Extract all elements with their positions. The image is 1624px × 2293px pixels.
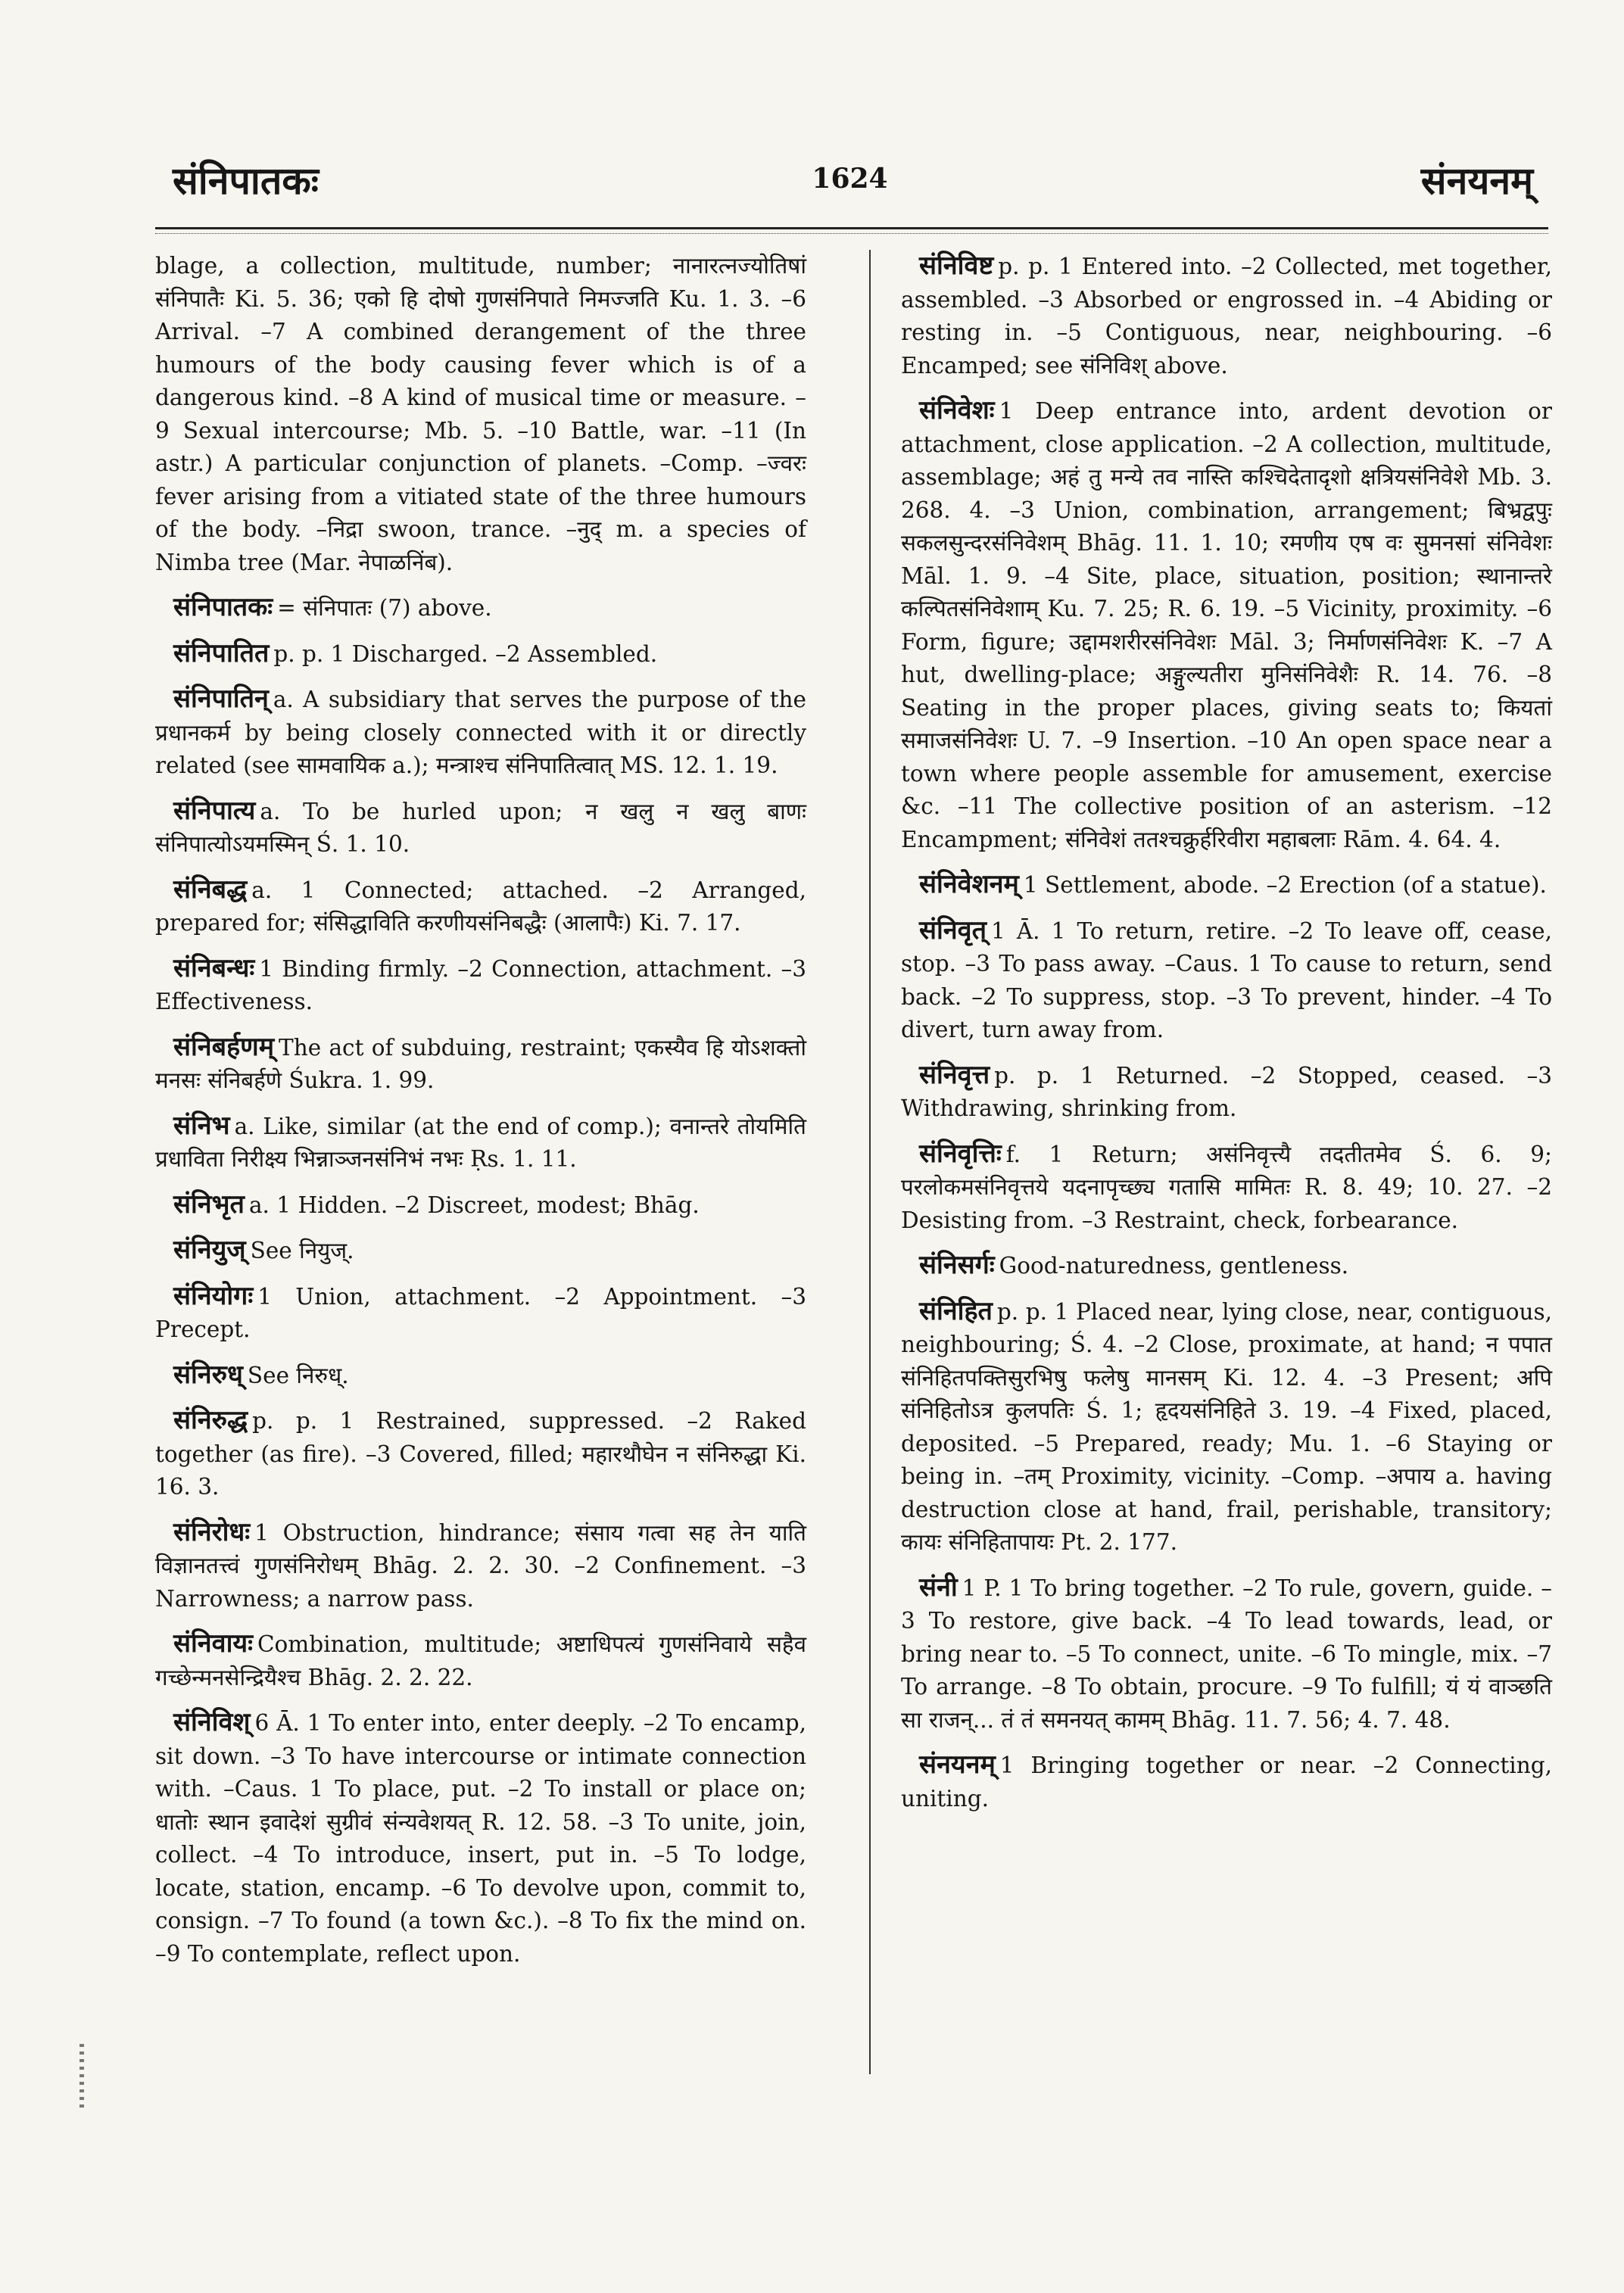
entry-headword: संनिहित bbox=[919, 1295, 993, 1326]
entry-headword: संनिपात्य bbox=[173, 795, 256, 826]
dictionary-entry bbox=[901, 394, 1552, 856]
entry-definition: a. 1 Connected; attached. –2 Arranged, prepared for; संसिद्धाविति करणीयसंनिबद्धैः (आलापैः) Ki. 7. 17. bbox=[155, 877, 806, 936]
dictionary-entry bbox=[155, 1706, 806, 1971]
entry-headword: संनिवेशनम् bbox=[919, 869, 1019, 899]
entry-headword: संनिरुध् bbox=[173, 1359, 243, 1390]
dictionary-entry bbox=[155, 591, 806, 625]
dictionary-entry bbox=[901, 250, 1552, 382]
entry-definition: 1 Obstruction, hindrance; संसाय गत्वा सह तेन याति विज्ञानतत्त्वं गुणसंनिरोधम् Bhāg. 2. 2. 30. –2 Confinement. –3 Narrowness; a narrow pass. bbox=[155, 1519, 806, 1612]
page-header bbox=[151, 132, 1548, 216]
dictionary-entry bbox=[901, 914, 1552, 1047]
dictionary-entry bbox=[155, 250, 806, 579]
entry-definition: p. p. 1 Entered into. –2 Collected, met together, assembled. –3 Absorbed or engrossed in. –4 Abiding or resting in. –5 Contiguous, near, neighbouring. –6 Encamped; see संनिविश् above. bbox=[901, 254, 1552, 379]
dictionary-entry bbox=[155, 1628, 806, 1694]
entry-definition: Good-naturedness, gentleness. bbox=[999, 1253, 1349, 1279]
entry-definition: p. p. 1 Returned. –2 Stopped, ceased. –3 Withdrawing, shrinking from. bbox=[901, 1062, 1552, 1121]
margin-dotted-mark bbox=[79, 2044, 84, 2112]
entry-headword: संनिवृत्तिः bbox=[919, 1138, 1002, 1169]
entry-definition: a. To be hurled upon; न खलु न खलु बाणः संनिपात्योऽयमस्मिन् Ś. 1. 10. bbox=[155, 798, 806, 857]
entry-definition: f. 1 Return; असंनिवृत्त्यै तदतीतमेव Ś. 6. 9; परलोकमसंनिवृत्तये यदनापृच्छ्य गतासि मामितः R. 8. 49; 10. 27. –2 Desisting from. –3 Restraint, check, forbearance. bbox=[901, 1141, 1552, 1233]
dictionary-entry bbox=[155, 1516, 806, 1616]
entry-definition: a. 1 Hidden. –2 Discreet, modest; Bhāg. bbox=[248, 1192, 700, 1218]
entry-headword: संनिवायः bbox=[173, 1628, 253, 1659]
entry-definition: p. p. 1 Placed near, lying close, near, contiguous, neighbouring; Ś. 4. –2 Close, proximate, at hand; न पपात संनिहितपक्तिसुरभिषु फलेषु मानसम् Ki. 12. 4. –3 Present; अपि संनिहितोऽत्र कुलपतिः Ś. 1; हृदयसंनिहिते 3. 19. –4 Fixed, placed, deposited. –5 Prepared, ready; Mu. 1. –6 Staying or being in. –तम् Proximity, vicinity. –Comp. –अपाय a. having destruction close at hand, frail, perishable, transitory; कायः संनिहितापायः Pt. 2. 177. bbox=[901, 1298, 1552, 1555]
entry-headword: संनिभृत bbox=[173, 1189, 245, 1220]
entry-headword: संनिवेशः bbox=[919, 395, 995, 425]
entry-definition: 1 Bringing together or near. –2 Connecting, uniting. bbox=[901, 1752, 1552, 1812]
entry-headword: संनिपातित bbox=[173, 637, 270, 668]
dictionary-entry bbox=[901, 868, 1552, 902]
dictionary-entry bbox=[901, 1138, 1552, 1238]
dictionary-entry bbox=[155, 874, 806, 940]
dictionary-entry bbox=[155, 795, 806, 861]
entry-definition: a. A subsidiary that serves the purpose of the प्रधानकर्म by being closely connected with it or directly related (see सामवायिक a.); मन्त्राश्च संनिपातित्वात् MS. 12. 1. 19. bbox=[155, 687, 806, 778]
dictionary-entry bbox=[155, 1280, 806, 1347]
column-divider bbox=[869, 250, 871, 2074]
entry-headword: संनिपातिन् bbox=[173, 684, 269, 714]
left-column bbox=[155, 250, 806, 1983]
entry-headword: संनिरोधः bbox=[173, 1516, 251, 1547]
entry-headword: संनिबन्धः bbox=[173, 952, 255, 983]
dictionary-entry bbox=[901, 1749, 1552, 1815]
entry-headword: संनिबर्हणम् bbox=[173, 1031, 275, 1062]
entry-headword: संनिबद्ध bbox=[173, 874, 248, 905]
dictionary-entry bbox=[901, 1295, 1552, 1559]
dictionary-entry bbox=[155, 683, 806, 783]
entry-headword: संनियुज् bbox=[173, 1235, 246, 1265]
dictionary-entry bbox=[155, 1359, 806, 1393]
header-dotted-rule bbox=[155, 233, 1548, 234]
entry-headword: संनिवृत् bbox=[919, 914, 987, 946]
dictionary-entry bbox=[155, 1031, 806, 1098]
entry-headword: संनियोगः bbox=[173, 1280, 254, 1311]
entry-definition: blage, a collection, multitude, number; नानारत्नज्योतिषां संनिपातैः Ki. 5. 36; एको हि दोषो गुणसंनिपाते निमज्जति Ku. 1. 3. –6 Arrival. –7 A combined derangement of the three humours of the body causing fever which is of a dangerous kind. –8 A kind of musical time or measure. –9 Sexual intercourse; Mb. 5. –10 Battle, war. –11 (In astr.) A particular conjunction of planets. –Comp. –ज्वरः fever arising from a vitiated state of the three humours of the body. –निद्रा swoon, trance. –नुद् m. a species of Nimba tree (Mar. नेपाळनिंब). bbox=[155, 253, 806, 575]
entry-definition: = संनिपातः (7) above. bbox=[277, 595, 492, 621]
entry-definition: p. p. 1 Restrained, suppressed. –2 Raked together (as fire). –3 Covered, filled; महारथौघेन न संनिरुद्धा Ki. 16. 3. bbox=[155, 1408, 806, 1500]
entry-headword: संनिविष्ट bbox=[919, 251, 994, 281]
entry-headword: संनिरुद्ध bbox=[173, 1405, 248, 1435]
entry-headword: संनिवृत्त bbox=[919, 1059, 990, 1090]
dictionary-entry bbox=[901, 1059, 1552, 1126]
entry-definition: a. Like, similar (at the end of comp.); वनान्तरे तोयमिति प्रधाविता निरीक्ष्य भिन्नाञ्जनसंनिभं नभः Ṛs. 1. 11. bbox=[155, 1113, 806, 1172]
dictionary-entry bbox=[155, 1110, 806, 1176]
entry-headword: संनिसर्गः bbox=[919, 1250, 995, 1280]
entry-headword: संनिविश् bbox=[173, 1707, 251, 1737]
entry-definition: 1 P. 1 To bring together. –2 To rule, govern, guide. –3 To restore, give back. –4 To lead towards, lead, or bring near to. –5 To connect, unite. –6 To mingle, mix. –7 To arrange. –8 To obtain, procure. –9 To fulfill; यं यं वाञ्छति सा राजन्... तं तं समनयत् कामम् Bhāg. 11. 7. 56; 4. 7. 48. bbox=[901, 1575, 1552, 1733]
entry-definition: 1 Settlement, abode. –2 Erection (of a statue). bbox=[1023, 872, 1547, 898]
entry-headword: संनी bbox=[919, 1572, 958, 1603]
dictionary-entry bbox=[155, 637, 806, 671]
dictionary-entry bbox=[901, 1572, 1552, 1737]
left-running-headword: संनिपातकः bbox=[173, 158, 319, 203]
dictionary-entry bbox=[155, 1404, 806, 1504]
entry-definition: 6 Ā. 1 To enter into, enter deeply. –2 To encamp, sit down. –3 To have intercourse or intimate connection with. –Caus. 1 To place, put. –2 To install or place on; धातोः स्थान इवादेशं सुग्रीवं संन्यवेशयत् R. 12. 58. –3 To unite, join, collect. –4 To introduce, insert, put in. –5 To lodge, locate, station, encamp. –6 To devolve upon, commit to, consign. –7 To found (a town &c.). –8 To fix the mind on. –9 To contemplate, reflect upon. bbox=[155, 1710, 806, 1967]
entry-definition: 1 Binding firmly. –2 Connection, attachment. –3 Effectiveness. bbox=[155, 955, 806, 1014]
header-rule bbox=[155, 227, 1548, 229]
dictionary-entry bbox=[155, 1234, 806, 1268]
entry-definition: Combination, multitude; अष्टाधिपत्यं गुणसंनिवाये सहैव गच्छेन्मनसेन्द्रियैश्च Bhāg. 2. 2. 22. bbox=[155, 1631, 806, 1690]
entry-definition: 1 Union, attachment. –2 Appointment. –3 Precept. bbox=[155, 1283, 806, 1342]
right-column bbox=[901, 250, 1552, 1827]
entry-definition: 1 Deep entrance into, ardent devotion or attachment, close application. –2 A collection, multitude, assemblage; अहं तु मन्ये तव नास्ति कश्चिदेतादृशो क्षत्रियसंनिवेशे Mb. 3. 268. 4. –3 Union, combination, arrangement; बिभ्रद्वपुः सकलसुन्दरसंनिवेशम् Bhāg. 11. 1. 10; रमणीय एष वः सुमनसां संनिवेशः Māl. 1. 9. –4 Site, place, situation, position; स्थानान्तरे कल्पितसंनिवेशाम् Ku. 7. 25; R. 6. 19. –5 Vicinity, proximity. –6 Form, figure; उद्दामशरीरसंनिवेशः Māl. 3; निर्माणसंनिवेशः K. –7 A hut, dwelling-place; अङ्गुल्यतीरा मुनिसंनिवेशैः R. 14. 76. –8 Seating in the proper places, giving seats to; कियतां समाजसंनिवेशः U. 7. –9 Insertion. –10 An open space near a town where people assemble for amusement, exercise &c. –11 The collective position of an asterism. –12 Encampment; संनिवेशं ततश्चक्रुर्हरिवीरा महाबलाः Rām. 4. 64. 4. bbox=[901, 398, 1552, 852]
entry-definition: 1 Ā. 1 To return, retire. –2 To leave off, cease, stop. –3 To pass away. –Caus. 1 To cause to return, send back. –2 To suppress, stop. –3 To prevent, hinder. –4 To divert, turn away from. bbox=[901, 918, 1552, 1042]
page-number: 1624 bbox=[812, 163, 888, 195]
entry-definition: The act of subduing, restraint; एकस्यैव हि योऽशक्तो मनसः संनिबर्हणे Śukra. 1. 99. bbox=[155, 1034, 806, 1093]
entry-headword: संनिपातकः bbox=[173, 592, 273, 622]
right-running-headword: संनयनम् bbox=[1420, 158, 1533, 203]
dictionary-entry bbox=[155, 952, 806, 1019]
dictionary-entry bbox=[155, 1189, 806, 1223]
entry-headword: संनयनम् bbox=[919, 1749, 996, 1780]
entry-definition: See निरुध्. bbox=[247, 1362, 349, 1388]
entry-definition: See नियुज्. bbox=[250, 1238, 354, 1263]
entry-headword: संनिभ bbox=[173, 1110, 230, 1141]
dictionary-entry bbox=[901, 1249, 1552, 1283]
entry-definition: p. p. 1 Discharged. –2 Assembled. bbox=[273, 640, 658, 667]
